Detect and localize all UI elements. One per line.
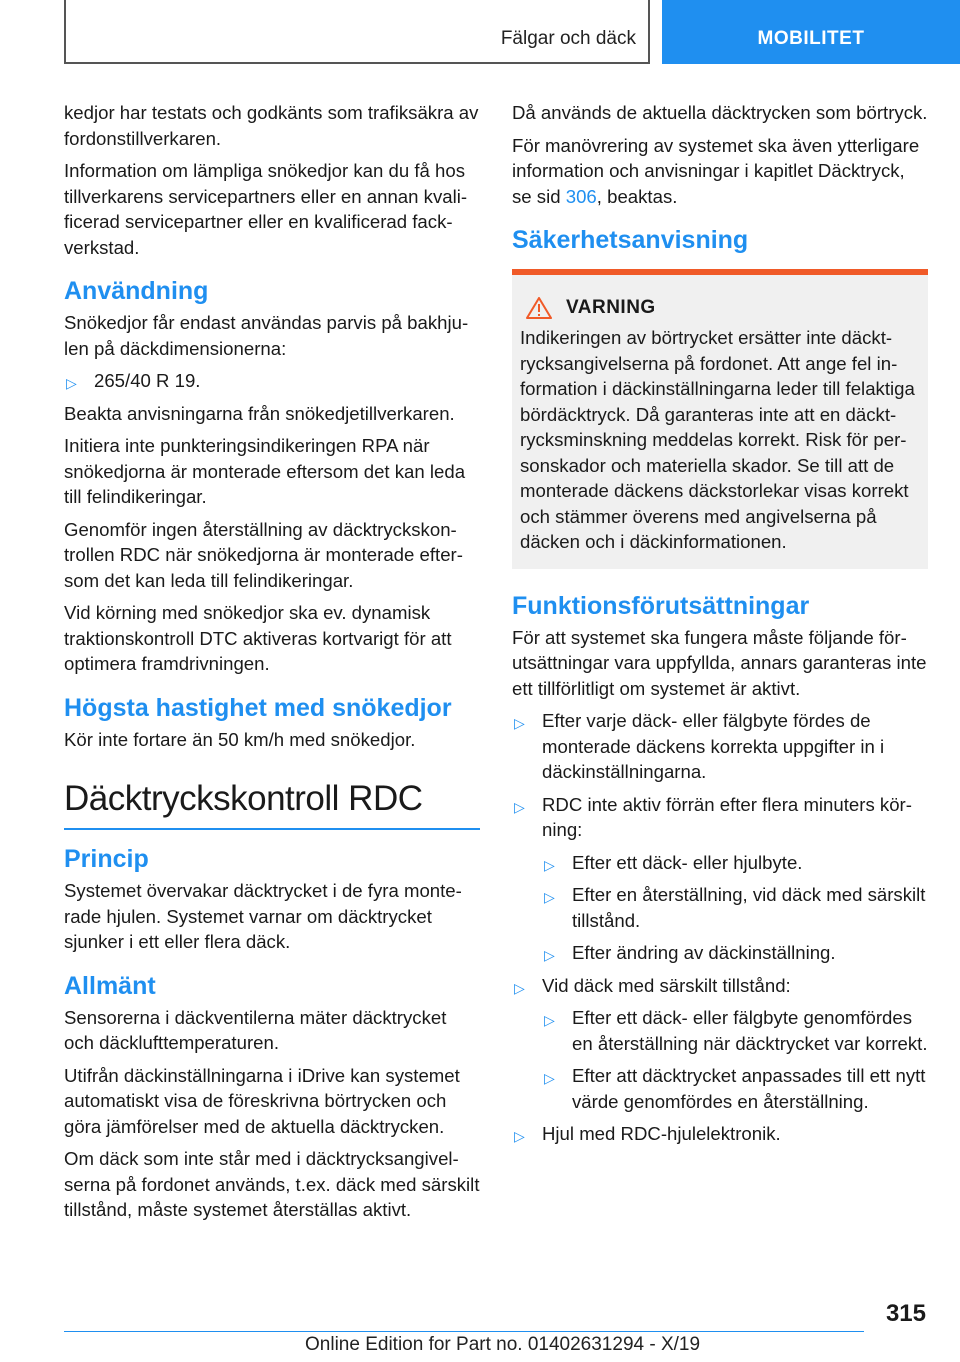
usage-heading: Användning bbox=[64, 277, 209, 305]
right-column bbox=[512, 100, 928, 1154]
speed-heading: Högsta hastighet med snökedjor bbox=[64, 693, 452, 722]
general-paragraph-1: Sensorerna i däckventilerna mäter däcktrycket och däcklufttemperaturen. bbox=[64, 1006, 447, 1053]
page-number: 315 bbox=[885, 1300, 926, 1327]
triangle-bullet-icon: ▷ bbox=[66, 375, 77, 391]
triangle-bullet-icon: ▷ bbox=[544, 856, 555, 873]
sub-bullet-list bbox=[542, 1005, 928, 1114]
sub-bullet-list bbox=[542, 850, 928, 966]
func-heading: Funktionsförutsättningar bbox=[512, 591, 810, 620]
page-reference-link[interactable]: 306 bbox=[565, 185, 597, 207]
principle-paragraph: Systemet övervakar däcktrycket i de fyra monterade hjulen. Systemet varnar om däcktrycket sjunker i ett eller flera däck. bbox=[64, 880, 462, 952]
right-paragraph-1: Då används de aktuella däcktrycken som börtryck. bbox=[512, 102, 928, 123]
warning-title: VARNING bbox=[520, 297, 920, 319]
triangle-bullet-icon: ▷ bbox=[544, 889, 555, 905]
func-bullet-list bbox=[512, 708, 928, 1147]
header-section-title: Fälgar och däck bbox=[500, 28, 636, 49]
triangle-bullet-icon: ▷ bbox=[514, 798, 525, 815]
func-paragraph: För att systemet ska fungera måste följande förutsättningar vara uppfyllda, annars garanteras inte ett tillförlitligt om systemet är aktivt. bbox=[512, 626, 927, 699]
safety-heading: Säkerhetsanvisning bbox=[512, 226, 749, 254]
triangle-bullet-icon: ▷ bbox=[514, 979, 525, 996]
right-paragraph-2: För manövrering av systemet ska även ytterligare information och anvisningar i kapitlet Däcktryck, se sid 306, beaktas. bbox=[512, 134, 920, 207]
usage-paragraph-1: Snökedjor får endast användas parvis på bakhjulen på däckdimensionerna: bbox=[64, 312, 469, 359]
warning-box bbox=[512, 269, 928, 569]
list-item: ▷ Efter ett däck- eller hjulbyte. bbox=[542, 850, 928, 876]
list-item: ▷ RDC inte aktiv förrän efter flera minuters körning: ▷ Efter ett däck- eller hjulbyte. ▷ Efter en återställning, vid däck med särskilt tillstånd. ▷ Efter ändring av däckinställning. bbox=[512, 792, 928, 966]
triangle-bullet-icon: ▷ bbox=[514, 715, 525, 731]
general-paragraph-2: Utifrån däckinställningarna i iDrive kan systemet automatiskt visa de föreskrivna börtrycken och göra jämförelser med de aktuella däcktrycken. bbox=[64, 1064, 460, 1137]
list-item: ▷ Hjul med RDC-hjulelektronik. bbox=[512, 1121, 928, 1147]
footer-edition: Online Edition for Part no. 01402631294 - X/19 bbox=[305, 1334, 701, 1355]
triangle-bullet-icon: ▷ bbox=[544, 1070, 555, 1086]
list-item: ▷ Efter varje däck- eller fälgbyte fördes de monterade däckens korrekta uppgifter in i däckinställningarna. bbox=[514, 710, 885, 782]
triangle-bullet-icon: ▷ bbox=[544, 947, 555, 963]
left-column bbox=[64, 100, 480, 1230]
list-item: ▷ Efter att däcktrycket anpassades till ett nytt värde genomfördes en återställning. bbox=[544, 1065, 926, 1112]
list-item: ▷ 265/40 R 19. bbox=[64, 368, 480, 394]
list-item: ▷ Vid däck med särskilt tillstånd: ▷ Efter ett däck- eller fälgbyte genomfördes en återställning när däcktrycket var korrekt. ▷ Efter att däcktrycket anpassades till ett nytt värde genomfördes en återställning. bbox=[512, 973, 928, 1115]
header-tab-mobilitet[interactable]: MOBILITET bbox=[662, 0, 960, 64]
usage-paragraph-5: Vid körning med snökedjor ska ev. dynamisk traktionskontroll DTC aktiveras kortvarigt för att optimera framdrivningen. bbox=[64, 602, 452, 674]
warning-triangle-icon bbox=[526, 297, 552, 319]
list-item: ▷ Efter ändring av däckinställning. bbox=[542, 940, 928, 966]
warning-text: Indikeringen av börtrycket ersätter inte däcktrycksangivelserna på fordonet. Att ange fel information i däckinställningarna leder till felaktiga bördäcktryck. Då garanteras inte att en däcktrycksminskning meddelas korrekt. Risk för personskador och materiella skador. Se till att de monterade däckens däckstorlekar visas korrekt och stämmer överens med angivelserna på däcken och i däckinformationen. bbox=[520, 327, 915, 552]
rdc-chapter-heading: Däcktryckskontroll RDC bbox=[64, 778, 480, 830]
principle-heading: Princip bbox=[64, 845, 149, 873]
triangle-bullet-icon: ▷ bbox=[544, 1012, 555, 1028]
triangle-bullet-icon: ▷ bbox=[514, 1128, 525, 1144]
usage-bullet-list bbox=[64, 368, 480, 394]
list-item: ▷ Efter ett däck- eller fälgbyte genomfördes en återställning när däcktrycket var korrekt. bbox=[544, 1007, 928, 1054]
footer-divider bbox=[64, 1331, 864, 1332]
intro-paragraph-1: kedjor har testats och godkänts som trafiksäkra av fordonstillverkaren. bbox=[64, 102, 479, 149]
speed-paragraph: Kör inte fortare än 50 km/h med snökedjor. bbox=[64, 728, 416, 750]
usage-paragraph-3: Initiera inte punkteringsindikeringen RPA när snökedjorna är monterade eftersom det kan leda till felindikeringar. bbox=[64, 435, 466, 507]
general-heading: Allmänt bbox=[64, 971, 156, 1000]
usage-paragraph-4: Genomför ingen återställning av däcktryckskontrollen RDC när snökedjorna är monterade eftersom det kan leda till felindikeringar. bbox=[64, 518, 463, 591]
intro-paragraph-2: Information om lämpliga snökedjor kan du få hos tillverkarens servicepartners eller en annan kvalificerad servicepartner eller en kvalificerad fackverkstad. bbox=[64, 160, 468, 258]
usage-paragraph-2: Beakta anvisningarna från snökedjetillverkaren. bbox=[64, 402, 455, 424]
list-item: ▷ Efter en återställning, vid däck med särskilt tillstånd. bbox=[544, 884, 926, 931]
general-paragraph-3: Om däck som inte står med i däcktrycksangivelserna på fordonet används, t.ex. däck med särskilt tillstånd, måste systemet återställas aktivt. bbox=[64, 1148, 480, 1220]
